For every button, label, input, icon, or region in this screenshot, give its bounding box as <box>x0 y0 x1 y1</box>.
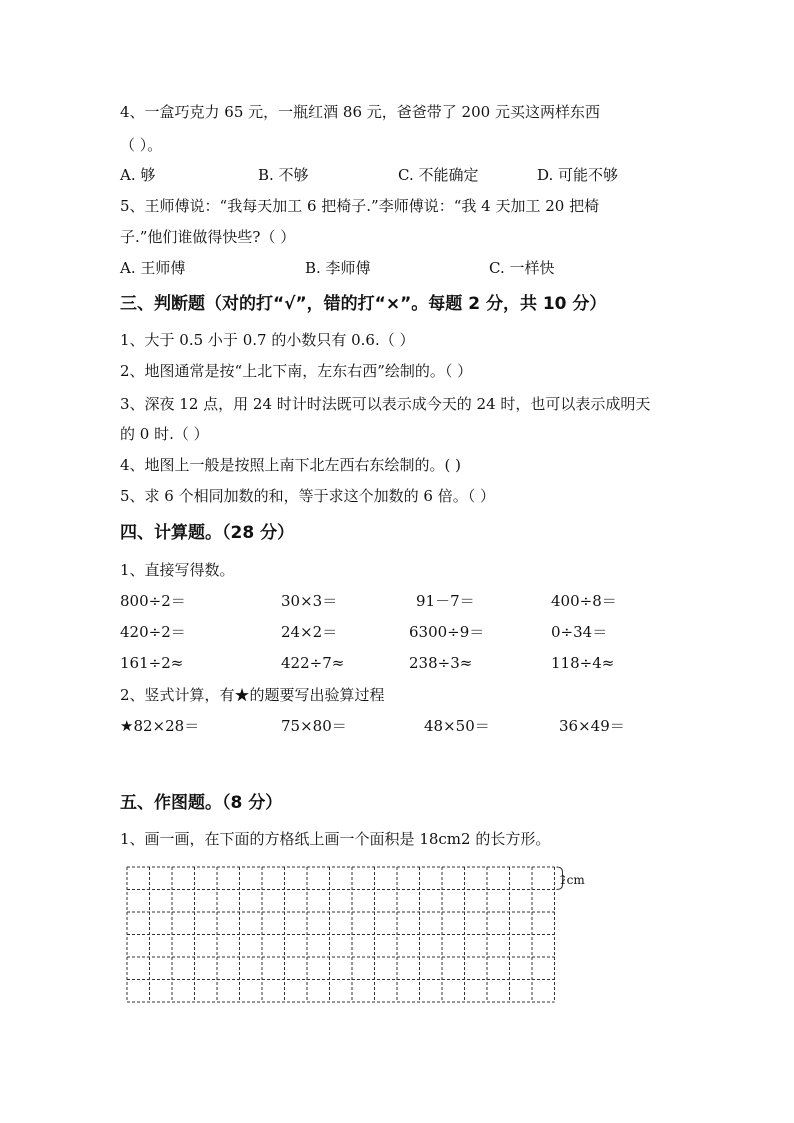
unit-label: 1cm <box>559 873 585 887</box>
square-grid-paper[interactable] <box>125 865 565 1015</box>
calc-cell: 91－7＝ <box>416 592 475 610</box>
section3-title: 三、判断题（对的打“√”，错的打“×”。每题 2 分，共 10 分） <box>120 294 607 314</box>
calc-cell: 118÷4≈ <box>551 654 615 672</box>
vertical-calc-item: ★82×28＝ <box>120 717 200 735</box>
calc-cell: 0÷34＝ <box>551 623 608 641</box>
q5-text-line2: 子.”他们谁做得快些?（ ） <box>120 228 296 246</box>
q4-text-line2: （ ）。 <box>120 136 163 154</box>
calc-cell: 400÷8＝ <box>551 592 617 610</box>
q4-text-line1: 4、一盒巧克力 65 元，一瓶红酒 86 元，爸爸带了 200 元买这两样东西 <box>120 103 600 121</box>
calc-sub1: 1、直接写得数。 <box>120 561 235 579</box>
vertical-calc-item: 36×49＝ <box>559 717 625 735</box>
tf-item-5: 5、求 6 个相同加数的和，等于求这个加数的 6 倍。（ ） <box>120 487 495 505</box>
calc-cell: 800÷2＝ <box>120 592 186 610</box>
calc-cell: 422÷7≈ <box>281 654 345 672</box>
calc-cell: 238÷3≈ <box>409 654 473 672</box>
q5-option-a: A. 王师傅 <box>120 259 186 277</box>
calc-cell: 30×3＝ <box>281 592 338 610</box>
tf-item-2: 2、地图通常是按“上北下南，左东右西”绘制的。（ ） <box>120 362 473 380</box>
q4-option-c: C. 不能确定 <box>398 166 479 184</box>
calc-cell: 6300÷9＝ <box>409 623 485 641</box>
draw-q1: 1、画一画，在下面的方格纸上画一个面积是 18cm2 的长方形。 <box>120 830 551 848</box>
q4-option-a: A. 够 <box>120 166 156 184</box>
q5-option-b: B. 李师傅 <box>305 259 371 277</box>
calc-cell: 161÷2≈ <box>120 654 184 672</box>
q5-option-c: C. 一样快 <box>489 259 555 277</box>
calc-sub2: 2、竖式计算，有★的题要写出验算过程 <box>120 686 385 704</box>
section5-title: 五、作图题。（8 分） <box>120 793 283 813</box>
tf-item-1: 1、大于 0.5 小于 0.7 的小数只有 0.6.（ ） <box>120 331 415 349</box>
section4-title: 四、计算题。（28 分） <box>120 523 295 543</box>
vertical-calc-item: 48×50＝ <box>424 717 490 735</box>
tf-item-4: 4、地图上一般是按照上南下北左西右东绘制的。( ) <box>120 456 462 474</box>
calc-cell: 24×2＝ <box>281 623 338 641</box>
q4-option-d: D. 可能不够 <box>537 166 619 184</box>
q5-text-line1: 5、王师傅说：“我每天加工 6 把椅子.”李师傅说：“我 4 天加工 20 把椅 <box>120 197 600 215</box>
tf-item-3-line2: 的 0 时.（ ） <box>120 425 209 443</box>
tf-item-3-line1: 3、深夜 12 点，用 24 时计时法既可以表示成今天的 24 时，也可以表示成明天 <box>120 395 651 413</box>
calc-cell: 420÷2＝ <box>120 623 186 641</box>
q4-option-b: B. 不够 <box>258 166 309 184</box>
vertical-calc-item: 75×80＝ <box>281 717 347 735</box>
